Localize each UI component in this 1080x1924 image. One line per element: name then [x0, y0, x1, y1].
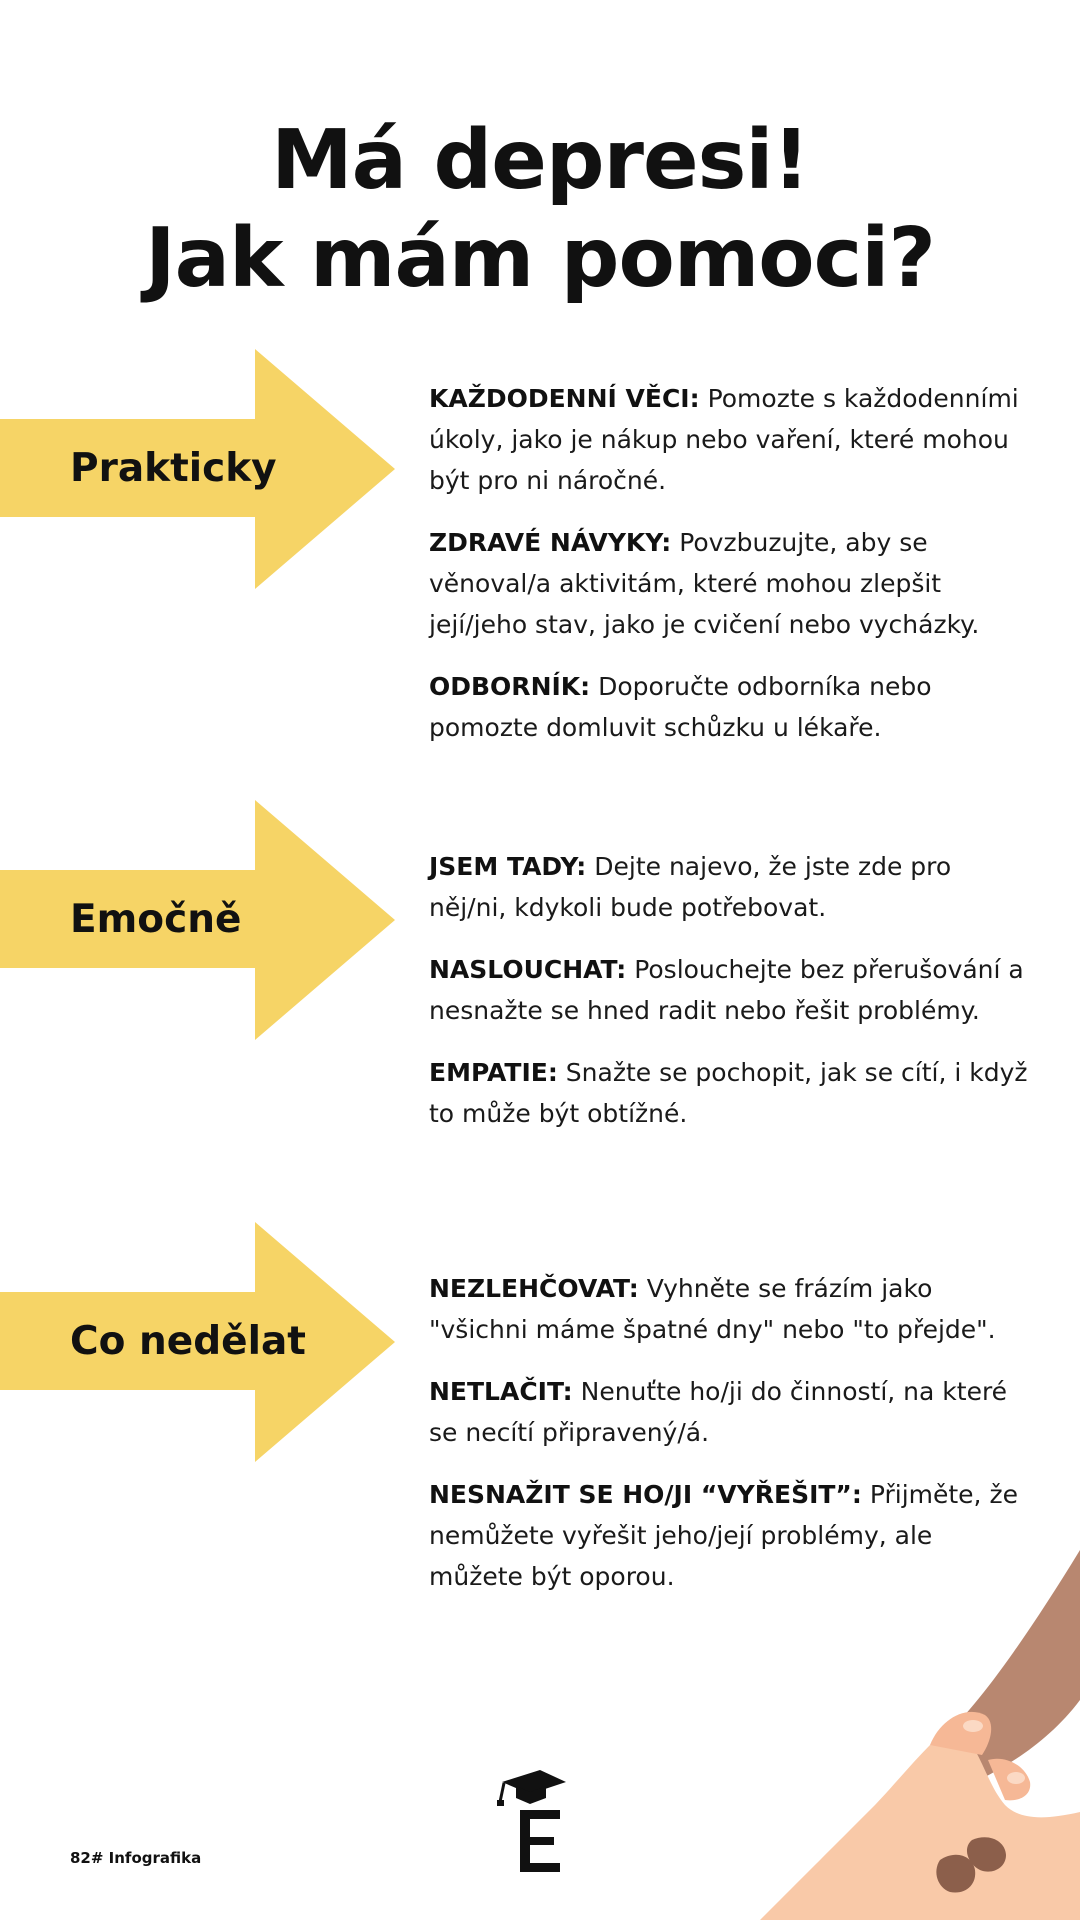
- arrow-emocne: [0, 800, 400, 1040]
- list-item: [429, 1371, 1029, 1453]
- arrow-prakticky: [0, 349, 400, 589]
- item-text: Poslouchejte bez přerušování a nesnažte se hned radit nebo řešit problémy.: [429, 955, 1024, 1025]
- list-item: [429, 1052, 1029, 1134]
- item-text: Snažte se pochopit, jak se cítí, i když to může být obtížné.: [429, 1058, 1028, 1128]
- list-item: [429, 1268, 1029, 1350]
- section-emocne-list: [429, 846, 1029, 1155]
- item-text: Nenuťte ho/ji do činností, na které se necítí připravený/á.: [429, 1377, 1008, 1447]
- graduation-cap-e-logo-icon: [494, 1768, 570, 1874]
- section-label-co-nedelat: Co nedělat: [70, 1319, 306, 1364]
- helping-hands-illustration: [760, 1550, 1080, 1920]
- title-line-1: Má depresi!: [271, 113, 809, 208]
- list-item: [429, 522, 1029, 645]
- item-term: ODBORNÍK:: [429, 672, 591, 701]
- item-text: Vyhněte se frázím jako "všichni máme špatné dny" nebo "to přejde".: [429, 1274, 996, 1344]
- item-term: NESNAŽIT SE HO/JI “VYŘEŠIT”:: [429, 1480, 862, 1509]
- footer-label: 82# Infografika: [70, 1849, 202, 1867]
- section-label-prakticky: Prakticky: [70, 446, 277, 491]
- arrow-co-nedelat: [0, 1222, 400, 1462]
- item-term: NETLAČIT:: [429, 1377, 573, 1406]
- item-term: JSEM TADY:: [429, 852, 587, 881]
- item-term: KAŽDODENNÍ VĚCI:: [429, 384, 700, 413]
- list-item: [429, 949, 1029, 1031]
- section-prakticky-list: [429, 378, 1029, 769]
- item-term: ZDRAVÉ NÁVYKY:: [429, 528, 672, 557]
- list-item: [429, 846, 1029, 928]
- list-item: [429, 666, 1029, 748]
- item-term: NASLOUCHAT:: [429, 955, 627, 984]
- item-text: Přijměte, že nemůžete vyřešit jeho/její problémy, ale můžete být oporou.: [429, 1480, 1018, 1591]
- page-title: [0, 112, 1080, 308]
- title-line-2: Jak mám pomoci?: [145, 211, 935, 306]
- item-text: Dejte najevo, že jste zde pro něj/ni, kdykoli bude potřebovat.: [429, 852, 952, 922]
- item-text: Povzbuzujte, aby se věnoval/a aktivitám, které mohou zlepšit její/jeho stav, jako je cvičení nebo vycházky.: [429, 528, 980, 639]
- section-label-emocne: Emočně: [70, 897, 242, 942]
- item-term: EMPATIE:: [429, 1058, 558, 1087]
- list-item: [429, 378, 1029, 501]
- item-text: Doporučte odborníka nebo pomozte domluvit schůzku u lékaře.: [429, 672, 932, 742]
- item-text: Pomozte s každodenními úkoly, jako je nákup nebo vaření, které mohou být pro ni náročné.: [429, 384, 1019, 495]
- item-term: NEZLEHČOVAT:: [429, 1274, 639, 1303]
